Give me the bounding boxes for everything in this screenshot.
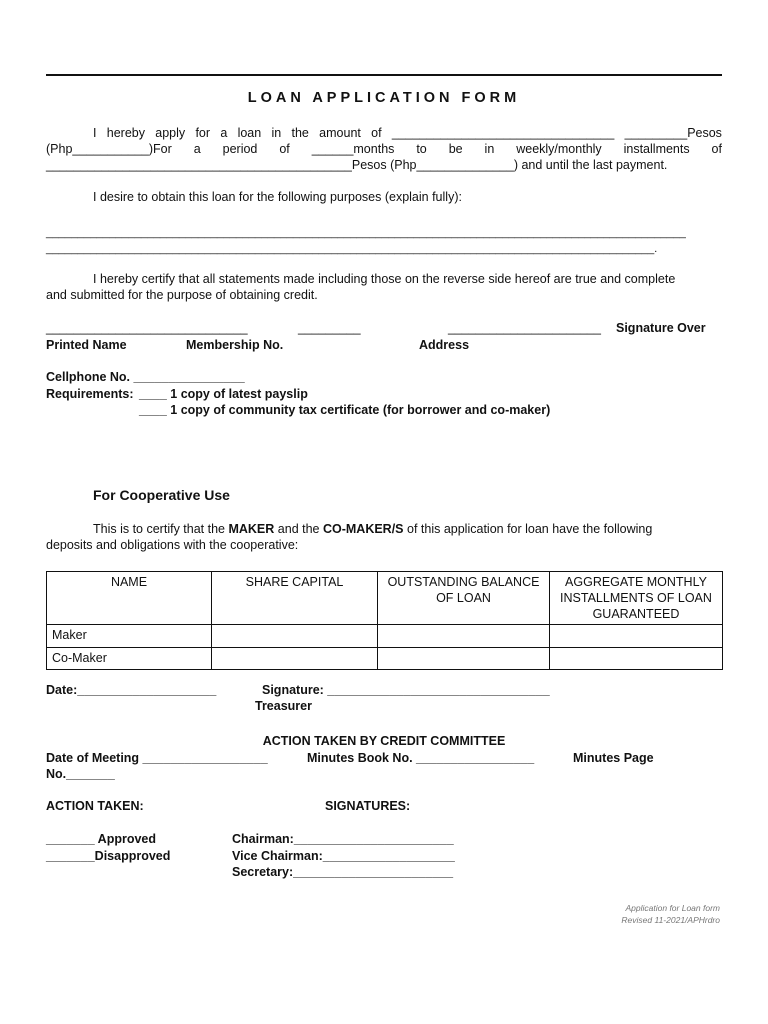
- footer-revision: Revised 11-2021/APHrdro: [621, 915, 720, 925]
- signatures-label: SIGNATURES:: [325, 799, 411, 813]
- table-cell[interactable]: [378, 625, 550, 648]
- apply-word: the: [291, 126, 309, 140]
- requirement-payslip[interactable]: ____ 1 copy of latest payslip: [139, 387, 308, 401]
- secretary-field[interactable]: Secretary:_______________________: [232, 865, 454, 879]
- table-row: [47, 625, 723, 648]
- committee-heading: ACTION TAKEN BY CREDIT COMMITTEE: [262, 734, 506, 748]
- table-cell[interactable]: [212, 648, 378, 670]
- months-blank[interactable]: ______months: [311, 142, 395, 156]
- apply-word: I: [93, 126, 97, 140]
- cooperative-text-part: of this application for loan have the following: [403, 522, 653, 536]
- printed-name-blank[interactable]: _____________________________: [46, 321, 248, 335]
- apply-word: hereby: [106, 126, 145, 140]
- action-taken-label: ACTION TAKEN:: [46, 799, 144, 813]
- header-name: NAME: [47, 572, 212, 625]
- apply-word: of: [711, 142, 722, 156]
- cooperative-table: [46, 571, 723, 670]
- header-share-capital: SHARE CAPITAL: [212, 572, 378, 625]
- header-aggregate-installments: AGGREGATE MONTHLY INSTALLMENTS OF LOAN GUARANTEED: [550, 572, 723, 625]
- apply-word: installments: [623, 142, 690, 156]
- apply-word: in: [484, 142, 495, 156]
- apply-word: weekly/monthly: [516, 142, 602, 156]
- row-label-comaker: Co-Maker: [47, 648, 212, 670]
- pesos-blank[interactable]: _________Pesos: [624, 126, 722, 140]
- apply-word: amount: [319, 126, 361, 140]
- comaker-emphasis: CO-MAKER/S: [322, 522, 404, 536]
- membership-label: Membership No.: [186, 338, 284, 352]
- footer-form-name: Application for Loan form: [625, 903, 720, 913]
- disapproved-option[interactable]: _______Disapproved: [46, 849, 171, 863]
- table-row: [47, 648, 723, 670]
- table-cell[interactable]: [212, 625, 378, 648]
- purpose-blank-1[interactable]: _____________________________________________________________________________________________________: [46, 227, 686, 239]
- approved-option[interactable]: _______ Approved: [46, 832, 157, 846]
- apply-line-1: [46, 126, 722, 140]
- apply-word: in: [271, 126, 282, 140]
- apply-word: to: [416, 142, 427, 156]
- certify-line-1: I hereby certify that all statements made including those on the reverse side hereof are true and complete: [93, 272, 676, 286]
- signature-over-label: Signature Over: [616, 321, 706, 335]
- apply-word: be: [448, 142, 463, 156]
- purpose-blank-2[interactable]: ________________________________________________________________________________________________.: [46, 243, 658, 255]
- apply-word: apply: [155, 126, 186, 140]
- purpose-text: I desire to obtain this loan for the following purposes (explain fully):: [93, 190, 462, 204]
- membership-blank[interactable]: _________: [298, 321, 361, 335]
- table-cell[interactable]: [550, 625, 723, 648]
- cooperative-text-1: [93, 522, 652, 536]
- table-cell[interactable]: [378, 648, 550, 670]
- requirement-tax-cert[interactable]: ____ 1 copy of community tax certificate (for borrower and co-maker): [139, 403, 551, 417]
- maker-emphasis: MAKER: [228, 522, 275, 536]
- apply-word: of: [279, 142, 290, 156]
- apply-line-2: [46, 142, 722, 156]
- form-title: LOAN APPLICATION FORM: [247, 90, 521, 106]
- table-cell[interactable]: [550, 648, 723, 670]
- cooperative-text-2: deposits and obligations with the cooperative:: [46, 538, 299, 552]
- apply-word: period: [222, 142, 258, 156]
- header-outstanding-balance: OUTSTANDING BALANCE OF LOAN: [378, 572, 550, 625]
- cooperative-text-part: and the: [274, 522, 323, 536]
- apply-word: a: [220, 126, 228, 140]
- certify-line-2: and submitted for the purpose of obtaining credit.: [46, 288, 318, 302]
- printed-name-label: Printed Name: [46, 338, 127, 352]
- requirements-label: Requirements:: [46, 387, 134, 401]
- cooperative-text-part: This is to certify that the: [93, 522, 229, 536]
- php-blank[interactable]: (Php___________)For: [46, 142, 172, 156]
- cooperative-heading: For Cooperative Use: [93, 487, 230, 503]
- minutes-book-field[interactable]: Minutes Book No. _________________: [307, 751, 535, 765]
- table-header-row: [47, 572, 723, 625]
- minutes-page-field[interactable]: No._______: [46, 767, 115, 781]
- treasurer-label: Treasurer: [255, 699, 312, 713]
- apply-word: a: [193, 142, 201, 156]
- treasurer-signature-field[interactable]: Signature: ________________________________: [262, 683, 550, 697]
- apply-word: for: [195, 126, 211, 140]
- row-label-maker: Maker: [47, 625, 212, 648]
- top-rule: [46, 74, 722, 76]
- apply-word: of: [371, 126, 382, 140]
- date-of-meeting-field[interactable]: Date of Meeting __________________: [46, 751, 268, 765]
- apply-word: loan: [237, 126, 262, 140]
- address-blank[interactable]: ______________________: [448, 321, 601, 335]
- vice-chairman-field[interactable]: Vice Chairman:___________________: [232, 849, 455, 863]
- apply-line-3[interactable]: ____________________________________________Pesos (Php______________) and until the last payment.: [46, 158, 668, 172]
- chairman-field[interactable]: Chairman:_______________________: [232, 832, 454, 846]
- date-field[interactable]: Date:____________________: [46, 683, 217, 697]
- cellphone-field[interactable]: Cellphone No. ________________: [46, 370, 245, 384]
- address-label: Address: [419, 338, 470, 352]
- amount-blank[interactable]: ________________________________: [391, 126, 615, 140]
- minutes-page-label: Minutes Page: [573, 751, 654, 765]
